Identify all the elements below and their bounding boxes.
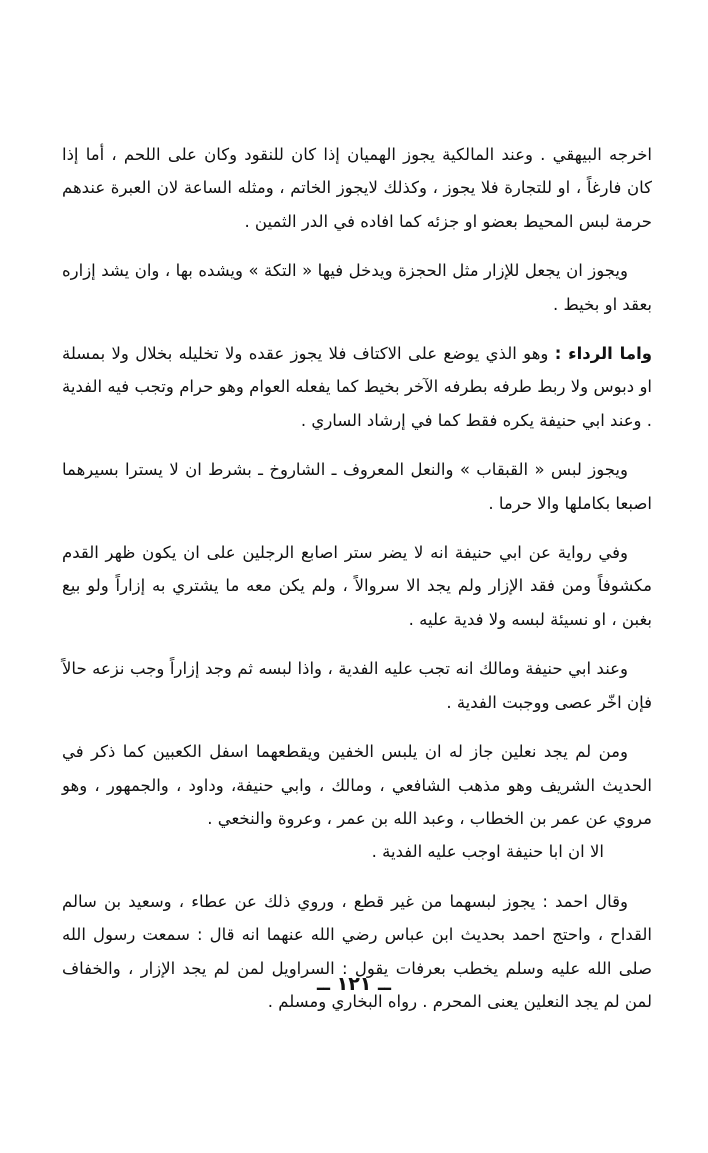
page-body xyxy=(62,138,652,1018)
paragraph-9 xyxy=(62,885,652,1019)
paragraph-gap xyxy=(62,636,652,652)
paragraph-3 xyxy=(62,337,652,437)
paragraph-5 xyxy=(62,536,652,636)
paragraph-1-text: اخرجه البيهقي . وعند المالكية يجوز الهميان إذا كان للنقود وكان على اللحم ، أما إذا كان فارغاً ، او للتجارة فلا يجوز ، وكذلك لايجوز الخاتم ، ومثله الساعة لان العبرة عندهم حرمة لبس المحيط بعضو او جزئه كما افاده في الدر‌ الثمين . xyxy=(62,145,652,231)
paragraph-gap xyxy=(62,321,652,337)
paragraph-9-text: وقال احمد : يجوز لبسهما من غير قطع ، وروي ذلك عن عطاء ، وسعيد بن سالم القداح ، واحتج احمد بحديث ابن عباس رضي الله عنهما انه قال : سمعت رسول الله صلى الله عليه وسلم يخطب بعرفات يقول : السراويل لمن لم يجد الإزار ، والخفاف لمن لم يجد النعلين يعنى المحرم . رواه البخاري ومسلم . xyxy=(62,891,652,1011)
paragraph-gap xyxy=(62,238,652,254)
paragraph-5-text: وفي رواية عن ابي حنيفة انه لا يضر ستر اصابع الرجلين على ان يكون ظهر القدم مكشوفاً ومن فقد الإزار ولم يجد الا سروالاً ، ولم يكن معه ما يشتري به إزاراً ولو بيع بغبن ، او نسيئة لبسه ولا فدية عليه . xyxy=(62,543,652,629)
paragraph-2-text: ويجوز ان يجعل للإزار مثل الحجزة ويدخل فيها « التكة » ويشده بها ، وان يشد إزاره بعقد او بخيط . xyxy=(62,261,652,314)
paragraph-4 xyxy=(62,453,652,520)
paragraph-4-text: ويجوز لبس « القبقاب » والنعل المعروف ـ الشاروخ ـ بشرط ان لا يسترا بسيرهما اصبعا بكاملها والا حرما . xyxy=(62,460,652,513)
paragraph-2 xyxy=(62,254,652,321)
paragraph-gap xyxy=(62,520,652,536)
paragraph-7-text: ومن لم يجد نعلين جاز له ان يلبس الخفين ويقطعهما اسفل الكعبين كما ذكر في الحديث الشريف وهو مذهب الشافعي ، ومالك ، وابي حنيفة، وداود ، والجمهور ، وهو مروي عن عمر بن الخطاب ، وعبد الله بن عمر ، وعروة والنخعي . xyxy=(62,742,652,828)
paragraph-gap xyxy=(62,437,652,453)
paragraph-6-text: وعند ابي حنيفة ومالك انه تجب عليه الفدية ، واذا لبسه ثم وجد إزاراً وجب نزعه حالاً فإن اخّر عصى ووجبت الفدية . xyxy=(62,659,652,712)
paragraph-gap xyxy=(62,719,652,735)
paragraph-3-text: وهو الذي يوضع على الاكتاف فلا يجوز عقده ولا تخليله بخلال ولا بمسلة او دبوس ولا ربط طرفه بطرفه الآخر بخيط كما يفعله العوام وهو حرام وتجب فيه الفدية . وعند ابي حنيفة يكره فقط كما في إرشاد الساري . xyxy=(62,344,652,430)
section-heading-rida: واما الرداء : xyxy=(554,344,652,364)
paragraph-gap xyxy=(62,869,652,885)
paragraph-6 xyxy=(62,652,652,719)
paragraph-8 xyxy=(62,835,652,868)
page-number: ــ ١٢١ ــ xyxy=(316,973,391,995)
paragraph-7 xyxy=(62,735,652,835)
paragraph-8-text: الا ان ابا حنيفة اوجب عليه الفدية . xyxy=(371,842,604,862)
paragraph-1 xyxy=(62,138,652,238)
